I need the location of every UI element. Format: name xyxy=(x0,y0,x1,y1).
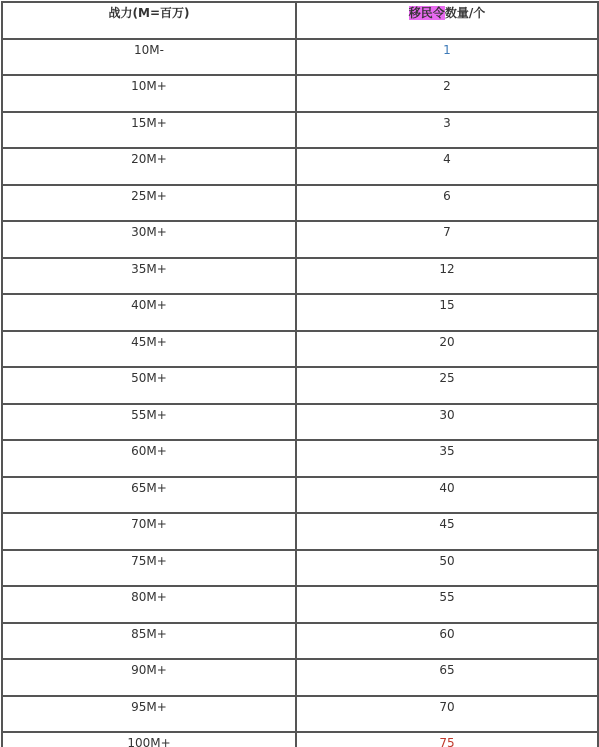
token-count-cell: 6 xyxy=(296,185,598,222)
header-token-highlight: 移民令 xyxy=(408,6,445,20)
table-row xyxy=(2,185,598,222)
power-cell: 70M+ xyxy=(2,513,296,550)
token-count-cell: 60 xyxy=(296,623,598,660)
table-row xyxy=(2,440,598,477)
table-row xyxy=(2,696,598,733)
token-count-cell: 20 xyxy=(296,331,598,368)
table-row xyxy=(2,294,598,331)
header-token-rest: 数量/个 xyxy=(444,6,486,20)
token-count-cell: 4 xyxy=(296,148,598,185)
power-cell: 15M+ xyxy=(2,112,296,149)
token-count-cell: 45 xyxy=(296,513,598,550)
table-row xyxy=(2,623,598,660)
token-count-cell: 7 xyxy=(296,221,598,258)
token-count-cell: 30 xyxy=(296,404,598,441)
migration-token-table xyxy=(1,1,599,747)
token-count-cell: 65 xyxy=(296,659,598,696)
power-cell: 40M+ xyxy=(2,294,296,331)
table-body xyxy=(2,39,598,747)
token-count-cell: 40 xyxy=(296,477,598,514)
table-row xyxy=(2,112,598,149)
power-cell: 35M+ xyxy=(2,258,296,295)
table-row xyxy=(2,404,598,441)
power-cell: 55M+ xyxy=(2,404,296,441)
table-row xyxy=(2,258,598,295)
power-cell: 65M+ xyxy=(2,477,296,514)
table-row xyxy=(2,221,598,258)
power-cell: 25M+ xyxy=(2,185,296,222)
token-count-cell: 12 xyxy=(296,258,598,295)
power-cell: 50M+ xyxy=(2,367,296,404)
power-cell: 100M+ xyxy=(2,732,296,747)
power-cell: 10M+ xyxy=(2,75,296,112)
token-count-cell: 50 xyxy=(296,550,598,587)
table-row xyxy=(2,659,598,696)
header-token-count xyxy=(296,2,598,39)
power-cell: 95M+ xyxy=(2,696,296,733)
power-cell: 45M+ xyxy=(2,331,296,368)
table-row xyxy=(2,477,598,514)
token-count-cell: 15 xyxy=(296,294,598,331)
power-cell: 75M+ xyxy=(2,550,296,587)
power-cell: 20M+ xyxy=(2,148,296,185)
header-power: 战力(M=百万) xyxy=(2,2,296,39)
power-cell: 30M+ xyxy=(2,221,296,258)
token-count-cell: 2 xyxy=(296,75,598,112)
token-count-cell: 55 xyxy=(296,586,598,623)
token-count-cell: 70 xyxy=(296,696,598,733)
table-row xyxy=(2,732,598,747)
table-row xyxy=(2,75,598,112)
token-count-cell: 75 xyxy=(296,732,598,747)
table-row xyxy=(2,148,598,185)
header-row xyxy=(2,2,598,39)
token-count-cell: 1 xyxy=(296,39,598,76)
token-count-cell: 25 xyxy=(296,367,598,404)
table-row xyxy=(2,513,598,550)
power-cell: 80M+ xyxy=(2,586,296,623)
token-count-cell: 3 xyxy=(296,112,598,149)
power-cell: 60M+ xyxy=(2,440,296,477)
table-row xyxy=(2,39,598,76)
table-row xyxy=(2,586,598,623)
table-row xyxy=(2,367,598,404)
table-row xyxy=(2,331,598,368)
power-cell: 10M- xyxy=(2,39,296,76)
power-cell: 90M+ xyxy=(2,659,296,696)
table-row xyxy=(2,550,598,587)
power-cell: 85M+ xyxy=(2,623,296,660)
token-count-cell: 35 xyxy=(296,440,598,477)
